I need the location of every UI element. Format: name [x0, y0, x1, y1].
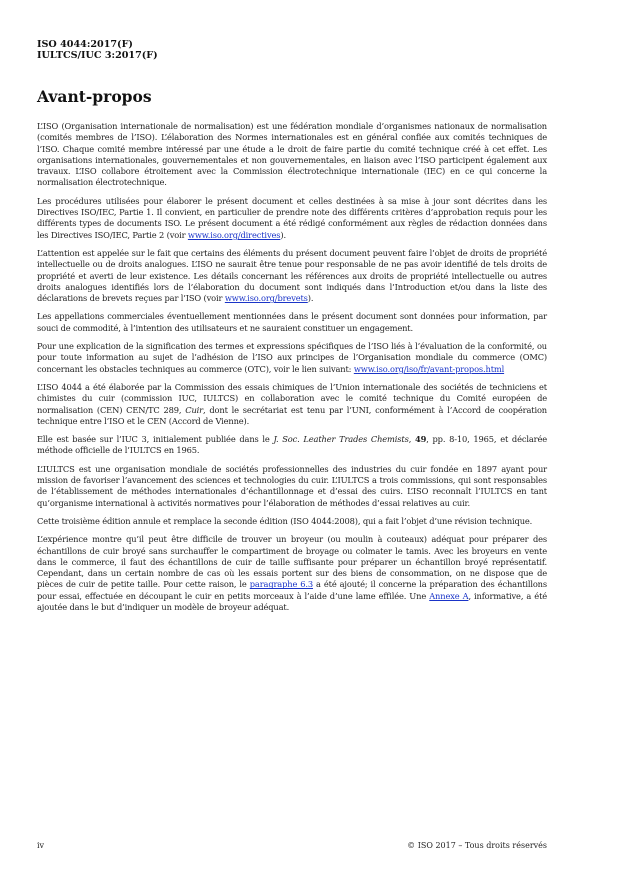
paragraph-experience-c: , informative, a été ajoutée dans le but d’indiquer un modèle de broyeur adéquat.	[37, 590, 548, 612]
journal-title: J. Soc. Leather Trades Chemists	[273, 434, 409, 445]
paragraph-origin	[37, 434, 547, 457]
committee-name-cuir: Cuir	[185, 404, 203, 415]
paragraph-experience-a: L’expérience montre qu’il peut être difficile de trouver un broyeur (ou moulin à couteaux) adéquat pour préparer des échantillons de cuir broyé sans surchauffer le compartiment de broyage ou colmater le tamis. Avec les broyeurs en vente dans le commerce, il faut des échantillons de cuir de taille suffisante pour préparer un échantillon broyé représentatif. Cependant, dans un certain nombre de cas où les essais portent sur des biens de consommation, on ne dispose que de pièces de cuir de petite taille. Pour cette raison, le	[37, 534, 547, 590]
page-title: Avant-propos	[37, 87, 152, 106]
link-paragraphe-6-3[interactable]: paragraphe 6.3	[249, 579, 313, 590]
paragraph-experience	[37, 534, 547, 613]
link-annexe-a[interactable]: Annexe A	[429, 590, 469, 601]
copyright-notice: © ISO 2017 – Tous droits réservés	[407, 841, 547, 850]
paragraph-elaboration-a: L’ISO 4044 a été élaborée par la Commission des essais chimiques de l’Union internationale des sociétés de techniciens et chimistes du cuir (commission IUC, IULTCS) en collaboration avec le comité technique du Comité européen de normalisation (CEN) CEN/TC 289,	[37, 381, 547, 415]
paragraph-patents	[37, 248, 547, 304]
paragraph-edition: Cette troisième édition annule et remplace la seconde édition (ISO 4044:2008), qui a fait l’objet d’une révision technique.	[37, 515, 533, 526]
paragraph-procedures-end: ).	[280, 229, 286, 240]
paragraph-iultcs: L’IULTCS est une organisation mondiale de sociétés professionnelles des industries du cuir fondée en 1897 ayant pour mission de favoriser l’avancement des sciences et technologies du cuir. L’IULTCS a trois commissions, qui sont responsables de l’établissement de méthodes internationales d’échantillonnage et d’essai des cuirs. L’ISO reconnaît l’IULTCS en tant qu’organisme international à activités normatives pour l’élaboration de méthodes d’essai relatives au cuir.	[37, 463, 547, 508]
link-brevets[interactable]: www.iso.org/brevets	[224, 293, 308, 304]
paragraph-origin-a: Elle est basée sur l’IUC 3, initialement publiée dans le	[37, 434, 274, 445]
journal-volume: 49	[414, 434, 427, 445]
paragraph-patents-text: L’attention est appelée sur le fait que certains des éléments du présent document peuvent faire l’objet de droits de propriété intellectuelle ou de droits analogues. L’ISO ne saurait être tenue pour responsable de ne pas avoir identifié de tels droits de propriété et averti de leur existence. Les détails concernant les références aux droits de propriété intellectuelle ou autres droits analogues identifiés lors de l’élaboration du document sont indiqués dans l’Introduction et/ou dans la liste des déclarations de brevets reçues par l’ISO (voir	[37, 247, 547, 304]
paragraph-origin-b: ,	[408, 434, 415, 445]
paragraph-experience-b: a été ajouté; il concerne la préparation des échantillons pour essai, effectuée en découpant le cuir en petits morceaux à l’aide d’une lame effilée. Une	[37, 579, 547, 601]
standard-reference-iultcs: IULTCS/IUC 3:2017(F)	[37, 50, 158, 61]
paragraph-elaboration-b: , dont le secrétariat est tenu par l’UNI, conformément à l’Accord de coopération technique entre l’ISO et le CEN (Accord de Vienne).	[37, 404, 548, 426]
paragraph-elaboration	[37, 382, 547, 427]
paragraph-trade-names: Les appellations commerciales éventuellement mentionnées dans le présent document sont données pour information, par souci de commodité, à l’intention des utilisateurs et ne sauraient constituer un engagement.	[37, 311, 547, 333]
document-header	[37, 39, 158, 61]
page-number: iv	[37, 841, 45, 850]
link-directives[interactable]: www.iso.org/directives	[187, 229, 281, 240]
paragraph-iso-overview: L’ISO (Organisation internationale de normalisation) est une fédération mondiale d’organismes nationaux de normalisation (comités membres de l’ISO). L’élaboration des Normes internationales est en général confiée aux comités techniques de l’ISO. Chaque comité membre intéressé par une étude a le droit de faire partie du comité technique créé à cet effet. Les organisations internationales, gouvernementales et non gouvernementales, en liaison avec l’ISO participent également aux travaux. L’ISO collabore étroitement avec la Commission électrotechnique internationale (IEC) en ce qui concerne la normalisation électrotechnique.	[37, 121, 547, 188]
link-avant-propos[interactable]: www.iso.org/iso/fr/avant-propos.html	[353, 363, 505, 374]
body-text	[37, 121, 547, 620]
paragraph-procedures	[37, 196, 547, 241]
standard-reference-iso: ISO 4044:2017(F)	[37, 39, 133, 50]
paragraph-conformity	[37, 341, 547, 375]
paragraph-conformity-text: Pour une explication de la signification des termes et expressions spécifiques de l’ISO liés à l’évaluation de la conformité, ou pour toute information au sujet de l’adhésion de l’ISO aux principes de l’Organisation mondiale du commerce (OMC) concernant les obstacles techniques au commerce (OTC), voir le lien suivant:	[37, 341, 547, 374]
paragraph-origin-c: , pp. 8-10, 1965, et déclarée méthode officielle de l’IULTCS en 1965.	[37, 434, 547, 456]
paragraph-patents-end: ).	[307, 293, 314, 304]
paragraph-procedures-text: Les procédures utilisées pour élaborer le présent document et celles destinées à sa mise à jour sont décrites dans les Directives ISO/IEC, Partie 1. Il convient, en particulier de prendre note des différents critères d’approbation requis pour les différents types de documents ISO. Le présent document a été rédigé conformément aux règles de rédaction données dans les Directives ISO/IEC, Partie 2 (voir	[37, 195, 547, 240]
